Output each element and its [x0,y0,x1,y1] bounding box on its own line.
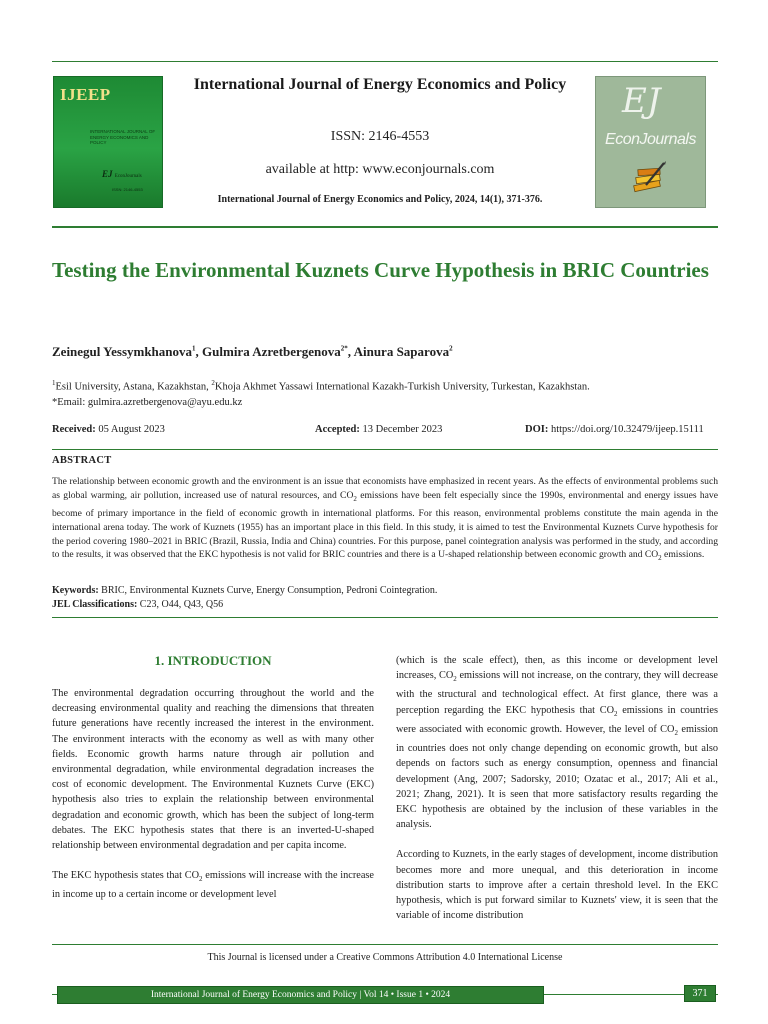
abstract-text: The relationship between economic growth and the environment is an issue that economists have emphasized in recent years. As the effects of environmental problems such as global warming, air pollution, increased use of natural resources, and $CO_2$ emissions have been felt especially since the 1990s, environmental and energy issues have become of primary importance in the field of economic growth in international platforms. For this reason, environmental problems constitute the main agenda in the international arena today. The work of Kuznets (1955) has an important place in this field. In this study, it is aimed to test the Environmental Kuznets Curve hypothesis for the period covering 1980–2021 in BRIC (Brazil, Russia, India and China) countries. For this purpose, panel cointegration analysis was performed in the study, and according to the results, it was observed that the EKC hypothesis is not valid for BRIC countries and there is a U-shaped relationship between economic growth and $CO_2$ emissions. [52,476,718,563]
logo-name: EconJournals [605,131,696,148]
header-top-rule [52,61,718,62]
author-list: Zeinegul Yessymkhanova$^1$, Gulmira Azretbergenova$^{2*}$, Ainura Saparova$^2$ [52,344,453,359]
paragraph: (which is the scale effect), then, as this income or development level increases, $CO_2$ emissions will not increase, on the contrary, they will decrease with the structural and technological effect. At first glance, there was a perception regarding the EKC hypothesis that $CO_2$ emissions in countries were associated with economic growth. However, the level of $CO_2$ emission in countries does not only change depending on economic growth, but also depends on factors such as energy consumption, openness and financial development (Ang, 2007; Sadorsky, 2010; Ozatac et al., 2017; Ali et al., 2021; Zhang, 2021). It is seen that more satisfactory results regarding the EKC hypothesis are obtained by the inclusion of these variables in the analysis. [396,655,719,831]
author-name: Gulmira Azretbergenova [202,344,341,359]
journal-issn: ISSN: 2146-4553 [330,129,430,144]
doi-link[interactable]: DOI: https://doi.org/10.32479/ijeep.15111 [525,424,704,435]
accepted-date: Accepted: 13 December 2023 [315,424,443,435]
cover-subtitle: INTERNATIONAL JOURNAL OF ENERGY ECONOMICS AND POLICY [90,129,156,145]
jel-classifications: JEL Classifications: C23, O44, Q43, Q56 [52,599,224,610]
cover-brand: EJ EconJournals [102,169,142,179]
abstract-heading: ABSTRACT [52,455,112,466]
author-name: Ainura Saparova [353,344,450,359]
license-notice: This Journal is licensed under a Creative Commons Attribution 4.0 International License [207,952,563,963]
journal-title: International Journal of Energy Economics and Policy [193,76,567,93]
author-name: Zeinegul Yessymkhanova [52,344,193,359]
article-title: Testing the Environmental Kuznets Curve Hypothesis in BRIC Countries [52,258,709,282]
cover-title: IJEEP [60,85,111,104]
left-column-text [52,686,374,918]
journal-cover-image [53,76,163,208]
econjournals-logo [595,76,706,208]
paragraph: The environmental degradation occurring throughout the world and the decreasing environmental quality and reaching the dimensions that threaten future generations have recently increased the interest in the environment. The environment interacts with the economy as well as with many other fields. Economic growth harms nature through air pollution and environmental degradation, while environmental degradation increases the cost of economic development. The Environmental Kuznets Curve (EKC) hypothesis also tries to explain the relationship between environmental degradation and economic growth, which has been the subject of long-term debates. The EKC hypothesis states that there is an inverted-U-shaped relationship between environmental degradation and per capita income. [52,688,374,852]
affiliations: $^1$Esil University, Astana, Kazakhstan, $^2$Khoja Akhmet Yassawi International Kazakh-Turkish University, Turkestan, Kazakhstan. *Email: gulmira.azretbergenova@ayu.edu.kz [52,376,732,410]
header-bottom-rule [52,226,718,228]
abstract-bottom-rule [52,617,718,618]
corresponding-email: *Email: gulmira.azretbergenova@ayu.edu.kz [52,396,243,408]
books-pencil-icon [632,161,668,195]
page-number: 371 [684,985,716,1002]
introduction-heading: 1. INTRODUCTION [154,653,272,668]
paragraph: The EKC hypothesis states that $CO_2$ emissions will increase with the increase in income up to a certain income or development level [52,870,375,901]
footer-journal-bar: International Journal of Energy Economics and Policy | Vol 14 • Issue 1 • 2024 [57,986,544,1004]
received-date: Received: 05 August 2023 [52,424,165,435]
keywords: Keywords: BRIC, Environmental Kuznets Curve, Energy Consumption, Pedroni Cointegration. [52,585,438,596]
cover-issn: ISSN: 2146-4553 [112,187,143,192]
journal-citation: International Journal of Energy Economics and Policy, 2024, 14(1), 371-376. [217,194,543,205]
journal-availability: available at http: www.econjournals.com [265,162,495,177]
abstract-top-rule [52,449,718,450]
footer-top-rule [52,944,718,945]
logo-letters: EJ [622,81,661,121]
paragraph: According to Kuznets, in the early stages of development, income distribution becomes more and more unequal, and this deterioration in income distribution starts to improve after a certain threshold level. In the EKC hypothesis, which is put forward similar to Kuznets' view, it is seen that the variable of income distribution [396,849,718,922]
right-column-text [396,653,718,938]
keywords-block [52,584,718,612]
